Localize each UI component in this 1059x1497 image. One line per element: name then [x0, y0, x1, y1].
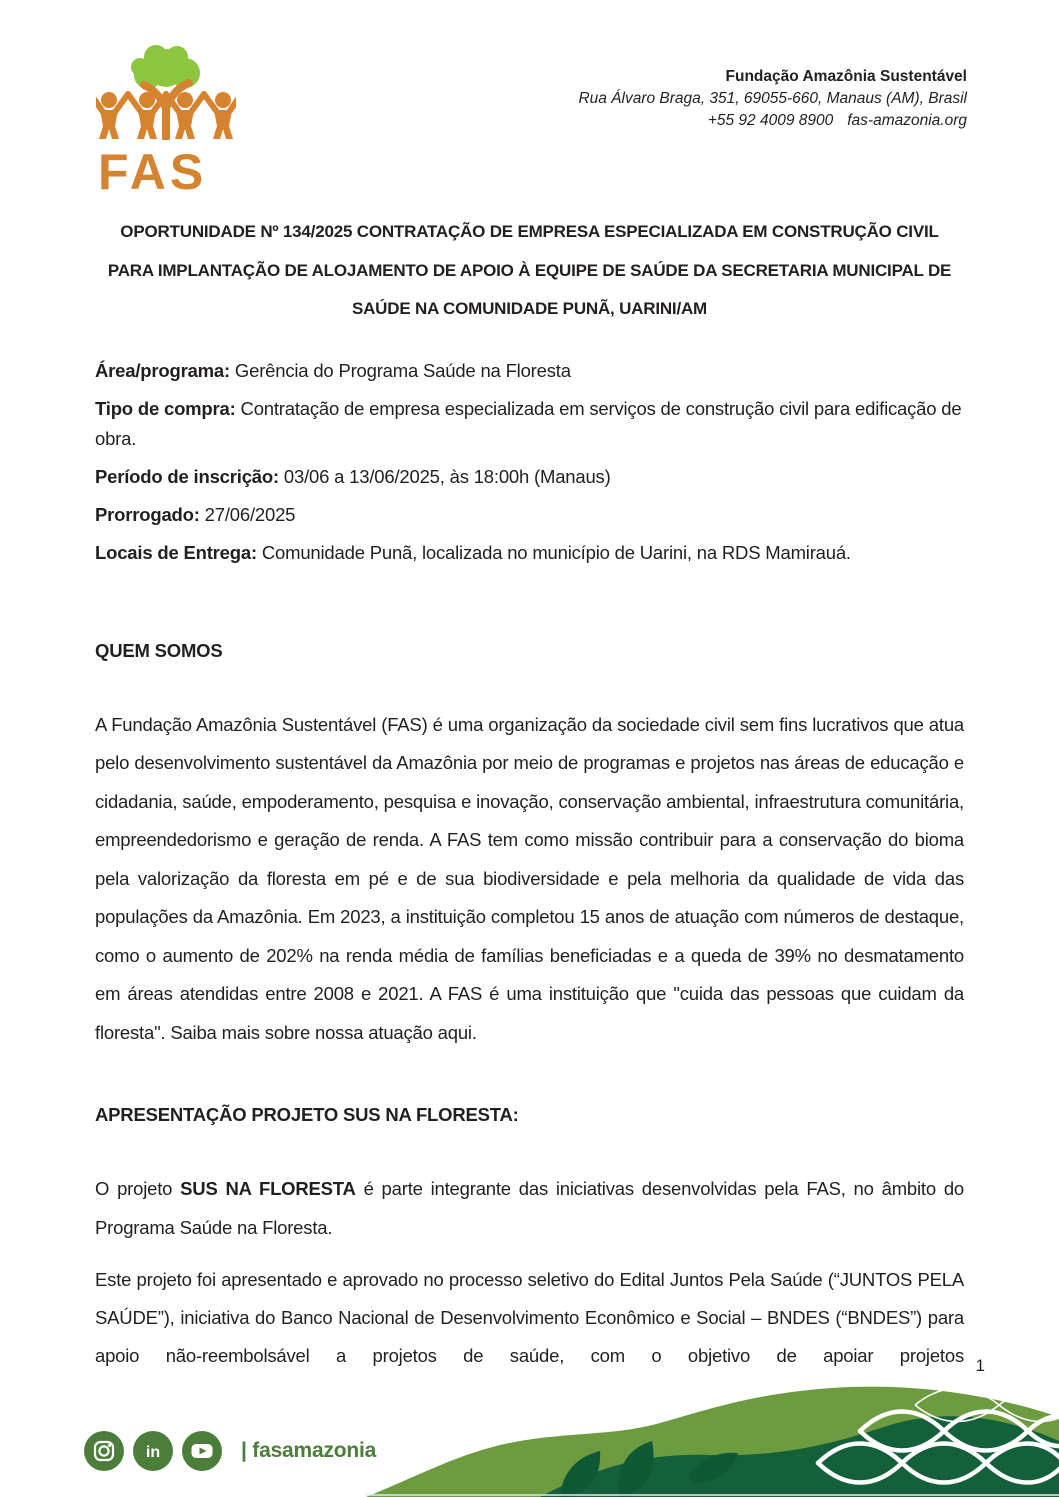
detail-value: 03/06 a 13/06/2025, às 18:00h (Manaus) — [283, 465, 611, 487]
title-line-2: PARA IMPLANTAÇÃO DE ALOJAMENTO DE APOIO À EQUIPE DE SAÚDE DA SECRETARIA MUNICIPAL DE — [107, 260, 952, 280]
detail-tipo-compra — [95, 394, 964, 454]
page-header — [0, 0, 1059, 200]
p1-prefix: O projeto — [95, 1178, 181, 1199]
opportunity-details — [95, 356, 964, 568]
fas-logo-wordmark: FAS — [98, 144, 208, 200]
linkedin-glyph: in — [145, 1444, 161, 1461]
detail-label: Locais de Entrega: — [95, 541, 257, 563]
detail-label: Período de inscrição: — [95, 465, 279, 487]
detail-value: Gerência do Programa Saúde na Floresta — [234, 359, 571, 381]
detail-label: Prorrogado: — [95, 503, 200, 525]
section-heading-apresentacao: APRESENTAÇÃO PROJETO SUS NA FLORESTA: — [95, 1104, 519, 1125]
detail-label: Tipo de compra: — [95, 397, 236, 419]
detail-value: 27/06/2025 — [204, 503, 296, 525]
detail-locais-entrega — [95, 538, 964, 568]
quem-somos-paragraph: A Fundação Amazônia Sustentável (FAS) é uma organização da sociedade civil sem fins lucrativos que atua pelo desenvolvimento sustentável da Amazônia por meio de programas e projetos nas áreas de educação e cidadania, saúde, empoderamento, pesquisa e inovação, conservação ambiental, infraestrutura comunitária, empreendedorismo e geração de renda. A FAS tem como missão contribuir para a conservação do bioma pela valorização da floresta em pé e de sua biodiversidade e pela melhoria da qualidade de vida das populações da Amazônia. Em 2023, a instituição completou 15 anos de atuação com números de destaque, como o aumento de 202% na renda média de famílias beneficiadas e a queda de 39% no desmatamento em áreas atendidas entre 2008 e 2021. A FAS é uma instituição que "cuida das pessoas que cuidam da floresta". Saiba mais sobre nossa atuação aqui. — [95, 713, 964, 1043]
p1-suffix: é parte integrante das iniciativas desenvolvidas pela FAS, no âmbito do Programa Saúde na Floresta. — [95, 1178, 964, 1238]
instagram-icon[interactable] — [84, 1431, 124, 1471]
detail-prorrogado — [95, 500, 964, 530]
detail-periodo-inscricao — [95, 462, 964, 492]
fas-logo — [96, 42, 246, 200]
org-address: Rua Álvaro Braga, 351, 69055-660, Manaus (AM), Brasil — [578, 90, 967, 107]
social-handle[interactable]: | fasamazonia — [241, 1439, 377, 1462]
detail-value: Contratação de empresa especializada em serviços de construção civil para edificação de obra. — [95, 397, 962, 449]
detail-label: Área/programa: — [95, 359, 230, 381]
title-line-1: OPORTUNIDADE Nº 134/2025 CONTRATAÇÃO DE EMPRESA ESPECIALIZADA EM CONSTRUÇÃO CIVIL — [120, 222, 939, 241]
org-phone-site — [578, 110, 967, 132]
p1-project-name: SUS NA FLORESTA — [180, 1178, 356, 1199]
linkedin-icon[interactable] — [133, 1431, 173, 1471]
social-links — [84, 1431, 376, 1471]
apresentacao-paragraph-2: Este projeto foi apresentado e aprovado no processo seletivo do Edital Juntos Pela Saúde (“JUNTOS PELA SAÚDE”), iniciativa do Banco Nacional de Desenvolvimento Econômico e Social – BNDES (“BNDES”) para apoio não-reembolsável a projetos de saúde, com o objetivo de apoiar projetos — [95, 1269, 964, 1366]
apresentacao-paragraph-1 — [95, 1170, 964, 1247]
fas-tree-people-icon — [96, 42, 236, 140]
org-phone: +55 92 4009 8900 — [707, 112, 834, 129]
youtube-icon[interactable] — [182, 1431, 222, 1471]
detail-area-programa — [95, 356, 964, 386]
section-heading-quem-somos: QUEM SOMOS — [95, 639, 223, 661]
detail-value: Comunidade Punã, localizada no município de Uarini, na RDS Mamirauá. — [261, 541, 851, 563]
title-line-3: SAÚDE NA COMUNIDADE PUNÃ, UARINI/AM — [351, 299, 708, 318]
page-footer — [0, 1365, 1059, 1497]
document-title — [95, 213, 964, 329]
page-number: 1 — [975, 1356, 985, 1375]
org-website: fas-amazonia.org — [847, 112, 967, 129]
org-name: Fundação Amazônia Sustentável — [725, 68, 967, 85]
contact-block — [578, 66, 967, 132]
